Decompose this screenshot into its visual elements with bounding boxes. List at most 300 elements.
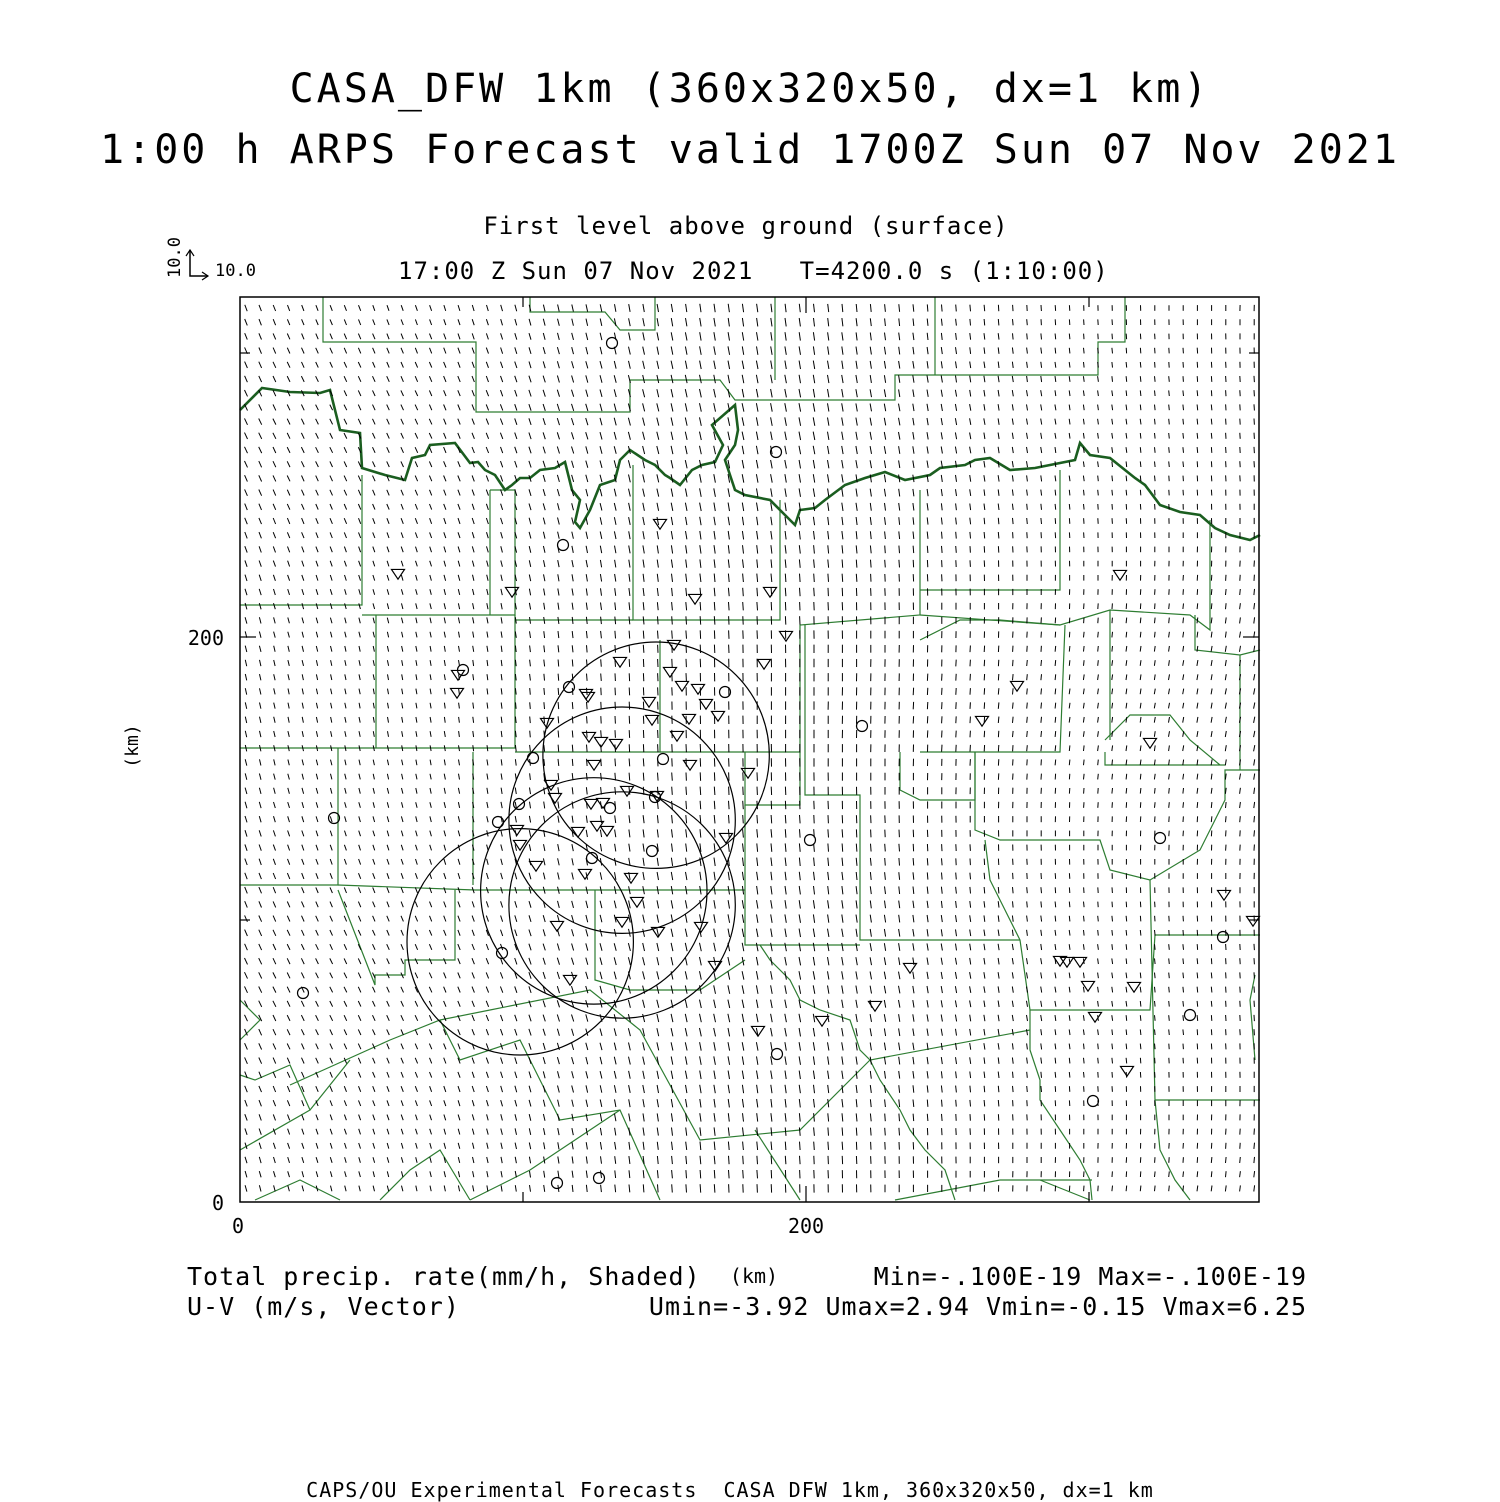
wind-vector bbox=[970, 1001, 971, 1008]
wind-vector bbox=[259, 1129, 261, 1135]
wind-vector bbox=[799, 914, 800, 922]
wind-vector bbox=[913, 1085, 914, 1092]
wind-vector bbox=[301, 958, 304, 964]
wind-vector bbox=[1098, 944, 1099, 950]
wind-vector bbox=[714, 985, 716, 993]
wind-vector bbox=[1183, 774, 1184, 780]
wind-vector bbox=[416, 561, 418, 567]
wind-vector bbox=[259, 646, 261, 652]
wind-vector bbox=[530, 674, 531, 681]
wind-vector bbox=[388, 689, 389, 695]
wind-vector bbox=[842, 460, 843, 468]
wind-vector bbox=[415, 405, 418, 411]
wind-vector bbox=[871, 560, 872, 568]
wind-vector bbox=[1112, 674, 1113, 680]
wind-vector bbox=[657, 389, 659, 397]
wind-vector bbox=[913, 475, 914, 482]
wind-vector bbox=[529, 1086, 531, 1093]
wind-vector bbox=[1140, 717, 1141, 723]
wind-vector bbox=[444, 1143, 446, 1149]
wind-vector bbox=[487, 589, 488, 595]
wind-vector bbox=[586, 1142, 587, 1149]
wind-vector bbox=[345, 1157, 347, 1163]
wind-vector bbox=[771, 985, 773, 993]
wind-vector bbox=[1041, 958, 1042, 964]
wind-vector bbox=[629, 645, 630, 653]
wind-vector bbox=[1169, 447, 1170, 453]
wind-vector bbox=[245, 518, 248, 524]
wind-vector bbox=[472, 319, 474, 325]
wind-vector bbox=[615, 304, 616, 312]
wind-vector bbox=[416, 589, 418, 595]
wind-vector bbox=[785, 545, 786, 553]
wind-vector bbox=[259, 546, 261, 552]
wind-vector bbox=[842, 574, 843, 582]
wind-vector bbox=[856, 886, 857, 894]
wind-vector bbox=[799, 346, 800, 354]
wind-vector bbox=[1126, 916, 1127, 922]
wind-vector bbox=[543, 929, 545, 936]
wind-vector bbox=[1027, 404, 1028, 410]
wind-vector bbox=[415, 1029, 417, 1035]
wind-vector bbox=[600, 475, 602, 482]
wind-vector bbox=[1027, 717, 1028, 723]
wind-vector bbox=[529, 546, 531, 553]
wind-vector bbox=[885, 318, 886, 326]
wind-vector bbox=[529, 972, 531, 979]
wind-vector bbox=[785, 985, 787, 993]
wind-vector bbox=[344, 532, 346, 538]
wind-vector bbox=[870, 389, 871, 397]
wind-vector bbox=[572, 319, 574, 326]
wind-vector bbox=[686, 872, 687, 880]
wind-vector bbox=[500, 1001, 502, 1007]
wind-vector bbox=[302, 319, 304, 325]
wind-vector bbox=[899, 844, 900, 852]
wind-vector bbox=[714, 787, 715, 795]
wind-vector bbox=[430, 831, 432, 837]
wind-vector bbox=[373, 873, 375, 879]
wind-vector bbox=[813, 460, 814, 468]
wind-vector bbox=[885, 858, 886, 866]
wind-vector bbox=[643, 418, 645, 426]
wind-vector bbox=[785, 417, 787, 425]
wind-vector bbox=[700, 801, 701, 809]
wind-vector bbox=[402, 1186, 403, 1192]
wind-vector bbox=[927, 915, 928, 922]
wind-vector bbox=[245, 773, 247, 779]
wind-vector bbox=[288, 561, 290, 567]
wind-vector bbox=[544, 716, 545, 723]
wind-vector bbox=[913, 929, 914, 936]
wind-vector bbox=[330, 958, 333, 964]
wind-vector bbox=[572, 546, 573, 553]
wind-vector bbox=[757, 872, 758, 880]
wind-vector bbox=[587, 745, 588, 752]
wind-vector bbox=[373, 589, 375, 595]
wind-vector bbox=[402, 603, 403, 609]
wind-vector bbox=[1197, 603, 1198, 609]
wind-vector bbox=[373, 376, 376, 382]
wind-vector bbox=[714, 1071, 715, 1079]
wind-vector bbox=[473, 603, 474, 609]
wind-vector bbox=[799, 417, 801, 425]
wind-vector bbox=[615, 574, 616, 582]
wind-vector bbox=[742, 375, 744, 383]
wind-vector bbox=[1069, 760, 1070, 766]
wind-vector bbox=[842, 545, 843, 553]
wind-vector bbox=[572, 447, 574, 454]
wind-vector bbox=[885, 1099, 886, 1107]
wind-vector bbox=[402, 760, 403, 766]
wind-vector bbox=[586, 773, 587, 780]
wind-vector bbox=[515, 418, 517, 424]
wind-vector bbox=[984, 305, 985, 311]
wind-vector bbox=[373, 476, 376, 482]
wind-vector bbox=[785, 588, 786, 596]
wind-vector bbox=[785, 1142, 786, 1150]
wind-vector bbox=[1254, 703, 1255, 709]
wind-vector bbox=[486, 944, 488, 950]
wind-vector bbox=[970, 418, 971, 425]
wind-vector bbox=[1169, 1029, 1170, 1035]
wind-vector bbox=[558, 1086, 560, 1093]
wind-vector bbox=[544, 1142, 545, 1149]
wind-vector bbox=[330, 575, 332, 581]
wind-vector bbox=[515, 447, 517, 453]
wind-vector bbox=[1225, 660, 1226, 666]
wind-vector bbox=[1098, 1058, 1099, 1064]
wind-vector bbox=[729, 815, 730, 823]
wind-vector bbox=[1254, 1157, 1255, 1163]
wind-vector bbox=[515, 873, 517, 879]
wind-vector bbox=[1197, 689, 1198, 695]
wind-vector bbox=[544, 560, 545, 567]
wind-vector bbox=[756, 417, 758, 425]
wind-vector bbox=[956, 475, 957, 482]
wind-vector bbox=[587, 730, 588, 737]
wind-vector bbox=[472, 390, 474, 396]
wind-vector bbox=[856, 986, 857, 994]
wind-vector bbox=[771, 531, 772, 539]
wind-vector bbox=[614, 1071, 616, 1079]
station-circle-marker bbox=[528, 753, 539, 764]
wind-vector bbox=[530, 717, 531, 724]
wind-vector bbox=[302, 674, 303, 680]
wind-vector bbox=[785, 829, 786, 837]
wind-vector bbox=[344, 958, 347, 964]
wind-vector bbox=[430, 1115, 432, 1121]
wind-vector bbox=[1069, 334, 1070, 340]
wind-vector bbox=[1112, 689, 1113, 695]
wind-vector bbox=[288, 760, 289, 766]
wind-vector bbox=[728, 1014, 730, 1022]
wind-vector bbox=[756, 985, 758, 993]
wind-vector bbox=[273, 1058, 276, 1064]
wind-vector bbox=[1112, 1044, 1113, 1050]
wind-vector bbox=[345, 575, 347, 581]
wind-vector bbox=[259, 1157, 261, 1163]
wind-vector bbox=[1112, 1186, 1113, 1192]
wind-vector bbox=[771, 318, 772, 326]
wind-vector bbox=[657, 900, 659, 908]
wind-vector bbox=[828, 446, 829, 454]
wind-vector bbox=[273, 830, 275, 836]
wind-vector bbox=[1083, 703, 1084, 709]
wind-vector bbox=[1098, 390, 1099, 396]
wind-vector bbox=[345, 603, 347, 609]
wind-vector bbox=[913, 304, 914, 311]
wind-vector bbox=[785, 1014, 787, 1022]
wind-vector bbox=[1140, 419, 1141, 425]
wind-vector bbox=[1013, 674, 1014, 680]
wind-vector bbox=[1055, 348, 1056, 354]
wind-vector bbox=[330, 845, 332, 851]
wind-vector bbox=[742, 503, 743, 511]
wind-vector bbox=[472, 972, 474, 978]
wind-vector bbox=[1112, 646, 1113, 652]
wind-vector bbox=[785, 943, 787, 951]
wind-vector bbox=[259, 603, 261, 609]
wind-vector bbox=[970, 362, 971, 369]
wind-vector bbox=[714, 1099, 715, 1107]
wind-vector bbox=[700, 346, 702, 354]
wind-vector bbox=[458, 532, 460, 538]
wind-vector bbox=[316, 717, 317, 723]
wind-vector bbox=[259, 802, 261, 808]
wind-vector bbox=[615, 1128, 616, 1136]
wind-vector bbox=[657, 971, 659, 979]
wind-vector bbox=[543, 432, 545, 439]
wind-vector bbox=[600, 1071, 602, 1078]
wind-vector bbox=[501, 333, 503, 339]
wind-vector bbox=[600, 872, 602, 879]
station-triangle-marker bbox=[610, 739, 623, 749]
wind-vector bbox=[416, 731, 417, 737]
wind-vector bbox=[970, 1043, 971, 1050]
wind-vector bbox=[870, 446, 871, 454]
wind-vector bbox=[742, 971, 744, 979]
wind-vector bbox=[487, 546, 489, 552]
wind-vector bbox=[643, 304, 644, 312]
wind-vector bbox=[600, 901, 602, 908]
wind-vector bbox=[530, 646, 531, 653]
wind-vector bbox=[402, 802, 403, 808]
wind-vector bbox=[629, 631, 630, 639]
wind-vector bbox=[472, 546, 474, 552]
wind-vector bbox=[984, 504, 985, 510]
wind-vector bbox=[245, 887, 248, 893]
wind-vector bbox=[728, 588, 729, 596]
wind-vector bbox=[557, 361, 559, 368]
wind-vector bbox=[287, 916, 290, 922]
wind-vector bbox=[273, 319, 275, 325]
wind-vector bbox=[486, 475, 488, 481]
wind-vector bbox=[459, 731, 460, 737]
wind-vector bbox=[259, 845, 261, 851]
wind-vector bbox=[274, 674, 275, 680]
wind-vector bbox=[430, 348, 432, 354]
wind-vector bbox=[756, 446, 758, 454]
wind-vector bbox=[1225, 1185, 1226, 1191]
wind-vector bbox=[657, 304, 658, 312]
wind-vector bbox=[459, 745, 460, 751]
wind-vector bbox=[913, 489, 914, 496]
wind-vector bbox=[757, 545, 758, 553]
wind-vector bbox=[287, 319, 289, 325]
wind-vector bbox=[884, 475, 885, 483]
wind-vector bbox=[586, 390, 588, 397]
wind-vector bbox=[686, 815, 687, 823]
wind-vector bbox=[842, 1142, 843, 1150]
wind-vector bbox=[1225, 688, 1226, 694]
wind-vector bbox=[387, 873, 389, 879]
wind-vector bbox=[387, 1072, 389, 1078]
wind-vector bbox=[799, 858, 800, 866]
wind-vector bbox=[501, 632, 502, 638]
wind-vector bbox=[472, 1058, 474, 1064]
wind-vector bbox=[1098, 916, 1099, 922]
wind-vector bbox=[415, 902, 417, 908]
wind-vector bbox=[714, 1142, 715, 1150]
wind-vector bbox=[643, 432, 645, 440]
wind-vector bbox=[1084, 660, 1085, 666]
wind-vector bbox=[1140, 958, 1141, 964]
wind-vector bbox=[1041, 916, 1042, 922]
wind-vector bbox=[600, 943, 602, 950]
wind-vector bbox=[401, 1143, 403, 1149]
wind-vector bbox=[813, 446, 815, 454]
wind-vector bbox=[302, 802, 304, 808]
wind-vector bbox=[572, 347, 574, 354]
wind-vector bbox=[885, 886, 886, 894]
wind-vector bbox=[870, 957, 871, 965]
wind-vector bbox=[700, 1028, 702, 1036]
wind-vector bbox=[757, 1085, 758, 1093]
wind-vector bbox=[259, 1001, 262, 1007]
wind-vector bbox=[401, 518, 403, 524]
wind-vector bbox=[771, 1099, 772, 1107]
wind-vector bbox=[984, 915, 985, 921]
wind-vector bbox=[1154, 646, 1155, 652]
wind-vector bbox=[1154, 731, 1155, 737]
wind-vector bbox=[998, 944, 999, 950]
wind-vector bbox=[245, 418, 248, 424]
wind-vector bbox=[543, 503, 545, 510]
wind-vector bbox=[344, 1044, 347, 1050]
wind-vector bbox=[1140, 646, 1141, 652]
wind-vector bbox=[472, 561, 474, 567]
wind-vector bbox=[614, 503, 616, 511]
station-triangle-marker bbox=[564, 975, 577, 985]
wind-vector bbox=[373, 1186, 374, 1192]
wind-vector bbox=[714, 829, 715, 837]
wind-vector bbox=[586, 915, 588, 922]
wind-vector bbox=[572, 418, 574, 425]
wind-vector bbox=[828, 943, 829, 951]
wind-vector bbox=[444, 703, 445, 709]
wind-vector bbox=[316, 859, 318, 865]
wind-vector bbox=[401, 1129, 403, 1135]
wind-vector bbox=[302, 873, 304, 879]
wind-vector bbox=[956, 546, 957, 553]
wind-vector bbox=[828, 1142, 829, 1150]
wind-vector bbox=[899, 546, 900, 554]
wind-vector bbox=[444, 362, 446, 368]
wind-vector bbox=[1055, 490, 1056, 496]
wind-vector bbox=[557, 1000, 559, 1007]
wind-vector bbox=[429, 1001, 432, 1007]
wind-vector bbox=[799, 460, 800, 468]
wind-vector bbox=[429, 1015, 431, 1021]
wind-vector bbox=[828, 1113, 829, 1121]
wind-vector bbox=[771, 1000, 773, 1008]
wind-vector bbox=[913, 532, 914, 539]
wind-vector bbox=[1041, 717, 1042, 723]
wind-vector bbox=[1098, 376, 1099, 382]
wind-vector bbox=[515, 1072, 517, 1078]
wind-vector bbox=[487, 802, 488, 808]
wind-vector bbox=[814, 304, 815, 312]
wind-vector bbox=[743, 588, 744, 596]
wind-vector bbox=[373, 405, 376, 411]
wind-vector bbox=[487, 575, 488, 581]
wind-vector bbox=[1084, 745, 1085, 751]
station-triangle-marker bbox=[976, 716, 989, 726]
wind-vector bbox=[1226, 1171, 1227, 1177]
wind-vector bbox=[1027, 1058, 1028, 1064]
wind-vector bbox=[245, 844, 247, 850]
station-triangle-marker bbox=[689, 594, 702, 604]
wind-vector bbox=[1140, 632, 1141, 638]
wind-vector bbox=[259, 490, 262, 496]
wind-vector bbox=[415, 1072, 417, 1078]
wind-vector bbox=[1098, 717, 1099, 723]
wind-vector bbox=[1140, 390, 1141, 396]
wind-vector bbox=[927, 503, 928, 510]
wind-vector bbox=[530, 1185, 531, 1192]
wind-vector bbox=[557, 404, 559, 411]
wind-vector bbox=[558, 518, 560, 525]
wind-vector bbox=[941, 347, 942, 354]
wind-vector bbox=[700, 432, 702, 440]
wind-vector bbox=[387, 788, 388, 794]
wind-vector bbox=[1126, 788, 1127, 794]
wind-vector bbox=[1155, 1186, 1156, 1192]
wind-vector bbox=[714, 488, 716, 496]
wind-vector bbox=[273, 987, 276, 993]
wind-vector bbox=[515, 986, 517, 992]
wind-vector bbox=[1098, 774, 1099, 780]
wind-vector bbox=[558, 589, 559, 596]
wind-vector bbox=[274, 632, 276, 638]
wind-vector bbox=[1197, 390, 1198, 396]
wind-vector bbox=[273, 419, 276, 425]
wind-vector bbox=[913, 517, 914, 524]
wind-vector bbox=[686, 1170, 687, 1178]
wind-vector bbox=[685, 1000, 687, 1008]
wind-vector bbox=[529, 830, 530, 837]
wind-vector bbox=[1027, 958, 1028, 964]
wind-vector bbox=[828, 929, 829, 937]
wind-vector bbox=[387, 1001, 390, 1007]
wind-vector bbox=[629, 318, 631, 326]
wind-vector bbox=[529, 418, 531, 425]
wind-vector bbox=[387, 831, 389, 837]
wind-vector bbox=[814, 588, 815, 596]
wind-vector bbox=[600, 1100, 602, 1107]
wind-vector bbox=[316, 1157, 318, 1163]
